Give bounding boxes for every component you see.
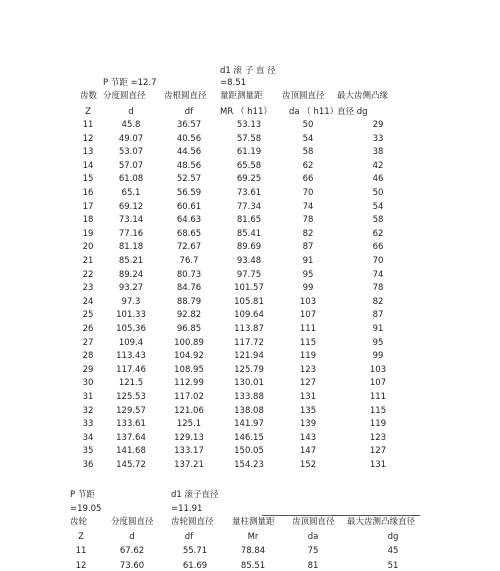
- table-cell: 50: [372, 188, 384, 198]
- table-cell: 154.23: [234, 460, 264, 470]
- table-cell: 81.18: [118, 242, 144, 253]
- table-cell: 146.15: [234, 432, 264, 443]
- t1-d1-value: =8.51: [220, 78, 247, 88]
- table-cell: 109.4: [118, 337, 144, 348]
- t1-d1-title: d1 滚 子 直 径: [220, 66, 276, 76]
- table-row: [0, 419, 500, 429]
- t1-col-flange: 最大齿侧凸缘: [337, 91, 389, 101]
- table-cell: 78: [302, 215, 314, 226]
- t2-pitch-value: =19.05: [70, 504, 102, 514]
- t2-sym-mr: Mr: [247, 532, 259, 542]
- table-cell: 73.61: [236, 188, 262, 198]
- t1-sym-dg: 直径 dg: [337, 107, 368, 117]
- table-cell: 121.06: [174, 405, 204, 416]
- t1-sym-z: Z: [85, 107, 91, 117]
- table-cell: 70: [302, 188, 314, 198]
- table-cell: 50: [302, 120, 314, 130]
- t2-header-rule: [262, 515, 420, 516]
- table-cell: 17: [82, 201, 94, 212]
- table-cell: 61.69: [182, 561, 208, 571]
- table-cell: 35: [82, 446, 94, 457]
- t1-col-pitch-dia: 分度圆直径: [103, 91, 146, 101]
- table-cell: 30: [82, 378, 94, 389]
- table-cell: 66: [302, 174, 314, 185]
- table-cell: 77.34: [236, 201, 262, 212]
- table-cell: 117.02: [174, 392, 204, 402]
- table-row: [0, 174, 500, 184]
- table-cell: 138.08: [234, 405, 264, 416]
- table-row: [0, 215, 500, 225]
- table-cell: 55.71: [182, 546, 208, 556]
- table-cell: 78.84: [240, 546, 266, 556]
- table-cell: 150.05: [234, 446, 264, 457]
- table-cell: 14: [82, 160, 94, 171]
- table-cell: 123: [369, 432, 387, 443]
- table-cell: 104.92: [174, 351, 204, 362]
- t2-col-measure: 量柱测量距: [232, 517, 275, 527]
- table-cell: 95: [372, 337, 384, 348]
- table-cell: 115: [299, 337, 317, 348]
- table-row: [0, 433, 500, 443]
- table-row: [0, 188, 500, 198]
- table-cell: 127: [369, 446, 387, 457]
- table-cell: 61.19: [236, 147, 262, 158]
- table-cell: 65.1: [121, 188, 141, 198]
- table-cell: 69.25: [236, 174, 262, 185]
- table-cell: 89.69: [236, 242, 262, 253]
- table-cell: 115: [369, 405, 387, 416]
- table-cell: 13: [82, 147, 94, 158]
- table-cell: 125.79: [234, 364, 264, 375]
- table-cell: 77.16: [118, 228, 144, 239]
- table-cell: 48.56: [176, 160, 202, 171]
- table-row: [0, 406, 500, 416]
- table-cell: 67.62: [119, 546, 145, 556]
- table-cell: 93.27: [118, 283, 144, 294]
- table-cell: 54: [372, 201, 384, 212]
- t2-d1-value: =11.91: [171, 504, 203, 514]
- table-cell: 131: [369, 460, 387, 470]
- table-cell: 131: [299, 392, 317, 402]
- t2-sym-z: Z: [78, 532, 84, 542]
- table-cell: 53.07: [118, 147, 144, 158]
- table-cell: 19: [82, 228, 94, 239]
- table-cell: 112.99: [174, 378, 204, 389]
- table-cell: 34: [82, 432, 94, 443]
- table-cell: 81: [307, 561, 319, 571]
- table-cell: 57.07: [118, 160, 144, 171]
- table-cell: 133.88: [234, 392, 264, 402]
- table-cell: 133.17: [174, 446, 204, 457]
- table-cell: 113.87: [234, 324, 264, 334]
- table-row: [0, 202, 500, 212]
- table-cell: 29: [82, 364, 94, 375]
- table-cell: 129.13: [174, 432, 204, 443]
- table-cell: 11: [75, 546, 87, 556]
- table-cell: 26: [82, 324, 94, 334]
- table-cell: 113.43: [116, 351, 146, 362]
- table-cell: 31: [82, 392, 94, 402]
- table-cell: 137.21: [174, 460, 204, 470]
- t1-col-teeth: 齿数: [80, 91, 98, 101]
- table-cell: 58: [372, 215, 384, 226]
- table-cell: 125.1: [176, 419, 202, 430]
- table-cell: 117.72: [234, 337, 264, 348]
- table-cell: 99: [372, 351, 384, 362]
- table-cell: 42: [372, 160, 384, 171]
- table-cell: 66: [372, 242, 384, 253]
- table-row: [0, 460, 500, 470]
- t1-sym-df: df: [184, 107, 194, 117]
- table-cell: 65.58: [236, 160, 262, 171]
- table-cell: 125.53: [116, 392, 146, 402]
- table-cell: 68.65: [176, 228, 202, 239]
- t2-col-flange: 最大齿测凸缘直径: [347, 517, 416, 527]
- table-row: [0, 546, 500, 556]
- t1-sym-mr: MR （ h11）: [220, 107, 272, 117]
- table-cell: 28: [82, 351, 94, 362]
- table-cell: 84.76: [176, 283, 202, 294]
- t1-col-root-dia: 齿根圆直径: [164, 91, 207, 101]
- table-cell: 18: [82, 215, 94, 226]
- table-cell: 101.33: [116, 310, 146, 321]
- table-cell: 75: [307, 546, 319, 556]
- table-cell: 80.73: [176, 269, 202, 280]
- table-row: [0, 338, 500, 348]
- table-cell: 20: [82, 242, 94, 253]
- table-row: [0, 134, 500, 144]
- table-cell: 36.57: [176, 120, 202, 130]
- table-row: [0, 242, 500, 252]
- table-cell: 21: [82, 256, 94, 266]
- table-cell: 123: [299, 364, 317, 375]
- table-cell: 85.21: [118, 256, 144, 266]
- t2-sym-da: da: [307, 532, 319, 542]
- table-cell: 117.46: [116, 364, 146, 375]
- t2-col-tip-dia: 齿顶圆直径: [292, 517, 335, 527]
- table-cell: 16: [82, 188, 94, 198]
- table-cell: 62: [372, 228, 384, 239]
- table-cell: 36: [82, 460, 94, 470]
- table-cell: 100.89: [174, 337, 204, 348]
- table-cell: 119: [369, 419, 387, 430]
- table-cell: 46: [372, 174, 384, 185]
- table-cell: 69.12: [118, 201, 144, 212]
- t2-sym-d: d: [129, 532, 135, 542]
- table-cell: 143: [299, 432, 317, 443]
- table-row: [0, 310, 500, 320]
- table-cell: 33: [82, 419, 94, 430]
- table-cell: 52.57: [176, 174, 202, 185]
- table-cell: 53.13: [236, 120, 262, 130]
- table-cell: 92.82: [176, 310, 202, 321]
- table-row: [0, 120, 500, 130]
- table-cell: 111: [299, 324, 317, 334]
- t2-pitch-label: P 节距: [70, 490, 95, 500]
- t1-sym-da: da （ h11）: [289, 107, 339, 117]
- table-cell: 101.57: [234, 283, 264, 294]
- table-cell: 78: [372, 283, 384, 294]
- table-row: [0, 351, 500, 361]
- table-cell: 85.41: [236, 228, 262, 239]
- table-cell: 137.64: [116, 432, 146, 443]
- table-row: [0, 147, 500, 157]
- table-cell: 76.7: [179, 256, 199, 266]
- table-row: [0, 297, 500, 307]
- table-cell: 87: [302, 242, 314, 253]
- table-cell: 15: [82, 174, 94, 185]
- table-cell: 121.5: [118, 378, 144, 389]
- table-cell: 152: [299, 460, 317, 470]
- table-cell: 64.63: [176, 215, 202, 226]
- table-cell: 147: [299, 446, 317, 457]
- table-cell: 12: [75, 561, 87, 571]
- table-cell: 24: [82, 296, 94, 307]
- table-cell: 49.07: [118, 133, 144, 144]
- table-cell: 82: [302, 228, 314, 239]
- table-cell: 25: [82, 310, 94, 321]
- table-cell: 58: [302, 147, 314, 158]
- table-cell: 105.36: [116, 324, 146, 334]
- table-cell: 107: [299, 310, 317, 321]
- table-row: [0, 229, 500, 239]
- table-cell: 127: [299, 378, 317, 389]
- t1-col-measure: 量距测量距: [220, 91, 263, 101]
- table-cell: 103: [369, 364, 387, 375]
- table-cell: 121.94: [234, 351, 264, 362]
- table-cell: 73.60: [119, 561, 145, 571]
- table-row: [0, 378, 500, 388]
- table-cell: 96.85: [176, 324, 202, 334]
- table-cell: 27: [82, 337, 94, 348]
- t2-sym-dg: dg: [387, 532, 399, 542]
- t1-col-tip-dia: 齿顶圆直径: [282, 91, 325, 101]
- table-cell: 135: [299, 405, 317, 416]
- table-cell: 130.01: [234, 378, 264, 389]
- table-cell: 22: [82, 269, 94, 280]
- table-cell: 61.08: [118, 174, 144, 185]
- table-cell: 141.97: [234, 419, 264, 430]
- table-cell: 141.68: [116, 446, 146, 457]
- table-cell: 105.81: [234, 296, 264, 307]
- table-cell: 45: [387, 546, 399, 556]
- table-cell: 70: [372, 256, 384, 266]
- table-cell: 38: [372, 147, 384, 158]
- table-cell: 85.51: [240, 561, 266, 571]
- t2-col-root-dia: 齿轮圆直径: [171, 517, 214, 527]
- table-cell: 139: [299, 419, 317, 430]
- table-cell: 74: [302, 201, 314, 212]
- table-cell: 91: [302, 256, 314, 266]
- table-row: [0, 256, 500, 266]
- table-cell: 93.48: [236, 256, 262, 266]
- table-cell: 57.58: [236, 133, 262, 144]
- table-cell: 73.14: [118, 215, 144, 226]
- table-cell: 44.56: [176, 147, 202, 158]
- table-row: [0, 446, 500, 456]
- table-cell: 45.8: [121, 120, 141, 130]
- table-cell: 129.57: [116, 405, 146, 416]
- table-row: [0, 561, 500, 571]
- table-cell: 89.24: [118, 269, 144, 280]
- table-cell: 99: [302, 283, 314, 294]
- table-cell: 87: [372, 310, 384, 321]
- table-cell: 108.95: [174, 364, 204, 375]
- t2-sym-df: df: [184, 532, 194, 542]
- table-cell: 107: [369, 378, 387, 389]
- table-cell: 81.65: [236, 215, 262, 226]
- table-cell: 91: [372, 324, 384, 334]
- table-cell: 33: [372, 133, 384, 144]
- table-cell: 82: [372, 296, 384, 307]
- table-cell: 97.3: [121, 296, 141, 307]
- table-cell: 95: [302, 269, 314, 280]
- table-row: [0, 324, 500, 334]
- table-row: [0, 270, 500, 280]
- table-cell: 97.75: [236, 269, 262, 280]
- table-cell: 72.67: [176, 242, 202, 253]
- table-cell: 56.59: [176, 188, 202, 198]
- table-cell: 51: [387, 561, 399, 571]
- table-cell: 103: [299, 296, 317, 307]
- table-cell: 133.61: [116, 419, 146, 430]
- t2-col-teeth: 齿轮: [70, 517, 88, 527]
- table-cell: 60.61: [176, 201, 202, 212]
- table-cell: 29: [372, 120, 384, 130]
- table-cell: 111: [369, 392, 387, 402]
- table-cell: 62: [302, 160, 314, 171]
- table-cell: 40.56: [176, 133, 202, 144]
- table-cell: 12: [82, 133, 94, 144]
- table-row: [0, 392, 500, 402]
- table-cell: 32: [82, 405, 94, 416]
- table-row: [0, 283, 500, 293]
- table-cell: 74: [372, 269, 384, 280]
- table-cell: 145.72: [116, 460, 146, 470]
- t1-pitch-label: P 节距 =12.7: [103, 78, 157, 88]
- t2-d1-title: d1 滚子直径: [171, 490, 219, 500]
- table-cell: 11: [82, 120, 94, 130]
- table-row: [0, 161, 500, 171]
- table-cell: 88.79: [176, 296, 202, 307]
- t2-col-pitch-dia: 分度圆直径: [111, 517, 154, 527]
- table-cell: 23: [82, 283, 94, 294]
- table-cell: 109.64: [234, 310, 264, 321]
- t1-sym-d: d: [128, 107, 134, 117]
- table-row: [0, 365, 500, 375]
- table-cell: 119: [299, 351, 317, 362]
- table-cell: 54: [302, 133, 314, 144]
